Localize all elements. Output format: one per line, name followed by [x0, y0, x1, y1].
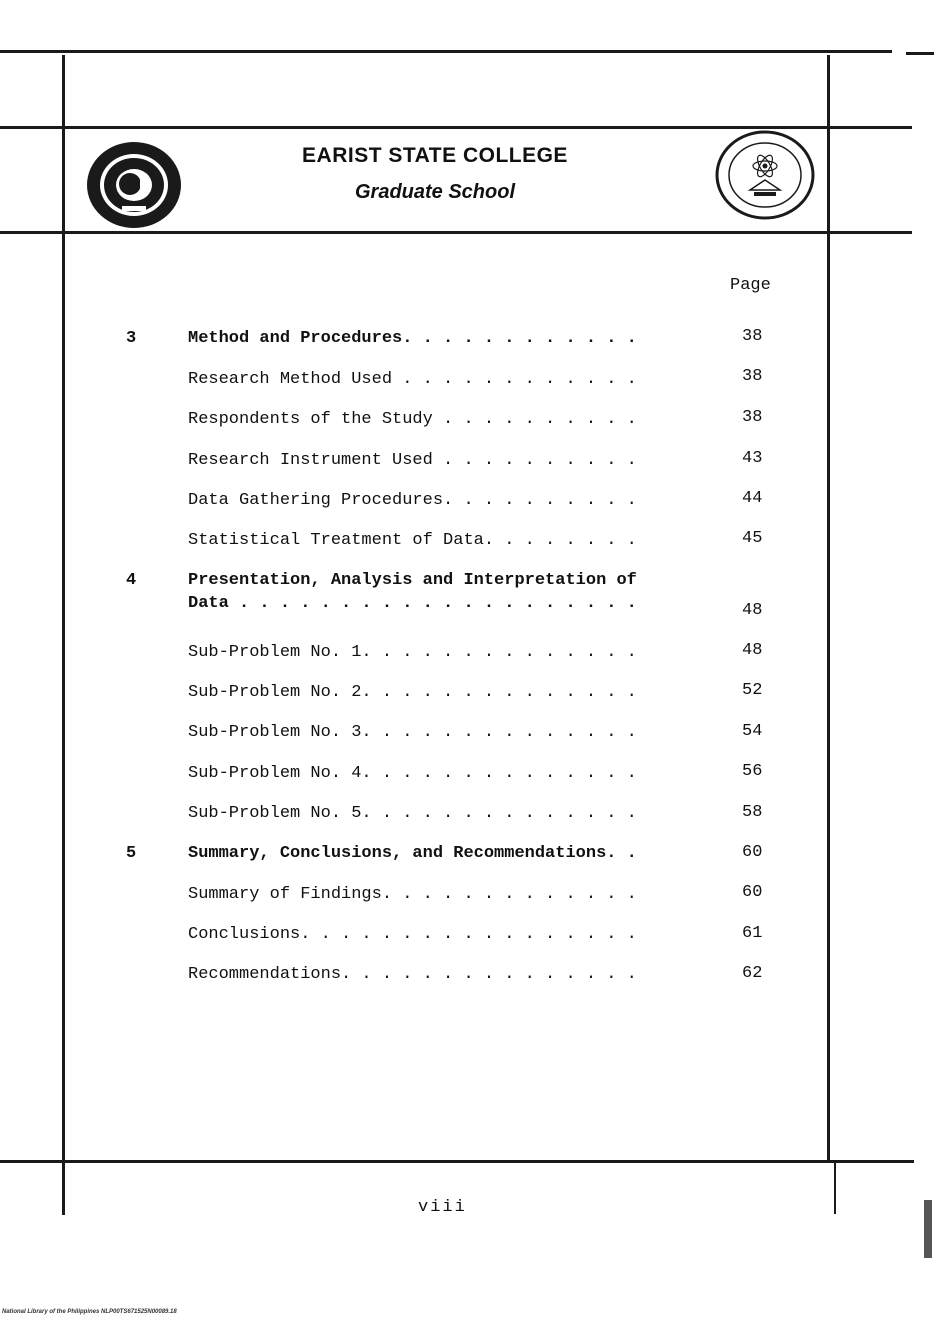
toc-entry-page: 48: [742, 641, 763, 660]
toc-entry-page: 38: [742, 408, 763, 427]
toc-entry-title: Conclusions. . . . . . . . . . . . . . . . .: [188, 925, 637, 944]
top-rule-right-fragment: [906, 52, 934, 55]
chapter-number: 3: [126, 329, 137, 348]
toc-entry-title: Recommendations. . . . . . . . . . . . . . .: [188, 965, 637, 984]
toc-entry-title: Statistical Treatment of Data. . . . . . . .: [188, 531, 637, 550]
toc-entry-page: 38: [742, 367, 763, 386]
toc-entry-title: Summary of Findings. . . . . . . . . . . . .: [188, 885, 637, 904]
toc-entry-title: Sub-Problem No. 4. . . . . . . . . . . . . .: [188, 764, 637, 783]
toc-entry-page: 48: [742, 601, 763, 620]
toc-entry-page: 58: [742, 803, 763, 822]
right-margin-line-lower: [834, 1162, 836, 1214]
graduate-school-seal: [714, 130, 816, 220]
toc-entry-title: Research Method Used . . . . . . . . . . . .: [188, 370, 637, 389]
page-column-heading: Page: [730, 276, 771, 295]
right-margin-line: [827, 55, 830, 1160]
header-top-rule: [0, 126, 912, 129]
toc-entry-page: 60: [742, 883, 763, 902]
earist-college-seal: [84, 140, 184, 230]
toc-entry-title: Presentation, Analysis and Interpretation of: [188, 571, 637, 590]
toc-entry-page: 52: [742, 681, 763, 700]
toc-entry-page: 62: [742, 964, 763, 983]
roman-page-number: viii: [418, 1198, 467, 1217]
graduate-school-label: Graduate School: [354, 181, 516, 203]
toc-entry-title-continued: Data . . . . . . . . . . . . . . . . . . . .: [188, 594, 637, 613]
top-rule: [0, 50, 892, 53]
left-margin-line: [62, 55, 65, 1215]
chapter-number: 5: [126, 844, 137, 863]
toc-entry-page: 60: [742, 843, 763, 862]
toc-entry-title: Sub-Problem No. 2. . . . . . . . . . . . . .: [188, 683, 637, 702]
scan-credit: National Library of the Philippines NLP00TS671525N00089.18: [2, 1309, 177, 1315]
toc-entry-page: 45: [742, 529, 763, 548]
toc-entry-title: Sub-Problem No. 3. . . . . . . . . . . . . .: [188, 723, 637, 742]
toc-entry-page: 54: [742, 722, 763, 741]
toc-entry-title: Research Instrument Used . . . . . . . . . .: [188, 451, 637, 470]
header-bottom-rule: [0, 231, 912, 234]
toc-entry-page: 61: [742, 924, 763, 943]
toc-entry-title: Summary, Conclusions, and Recommendations. .: [188, 844, 637, 863]
toc-entry-page: 38: [742, 327, 763, 346]
toc-entry-title: Method and Procedures. . . . . . . . . . . .: [188, 329, 637, 348]
toc-entry-title: Respondents of the Study . . . . . . . . . .: [188, 410, 637, 429]
bottom-rule: [0, 1160, 914, 1163]
toc-entry-page: 44: [742, 489, 763, 508]
toc-entry-title: Data Gathering Procedures. . . . . . . . . .: [188, 491, 637, 510]
institution-name: EARIST STATE COLLEGE: [302, 144, 568, 167]
toc-entry-title: Sub-Problem No. 1. . . . . . . . . . . . . .: [188, 643, 637, 662]
scan-edge-mark: [924, 1200, 932, 1258]
toc-entry-title: Sub-Problem No. 5. . . . . . . . . . . . . .: [188, 804, 637, 823]
chapter-number: 4: [126, 571, 137, 590]
toc-entry-page: 56: [742, 762, 763, 781]
toc-entry-page: 43: [742, 449, 763, 468]
